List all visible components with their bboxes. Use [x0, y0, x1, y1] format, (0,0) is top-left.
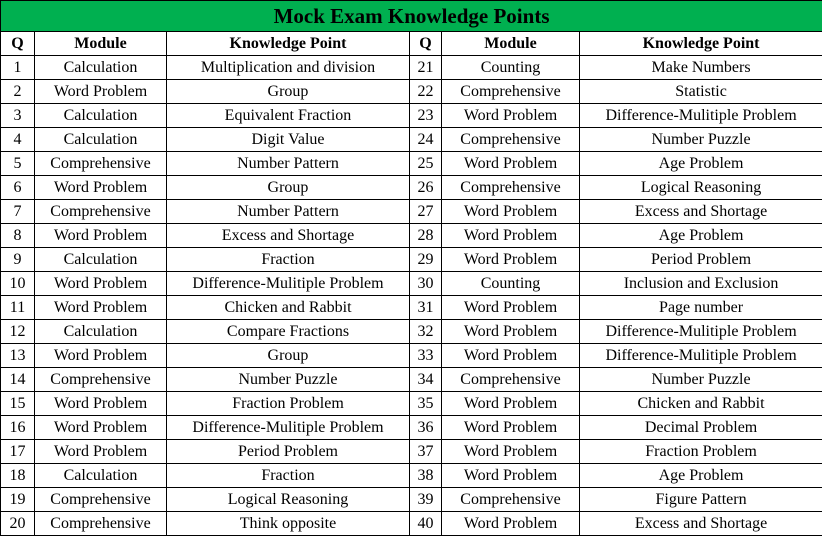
cell-q[interactable]: 13 [1, 344, 35, 368]
header-row [1, 32, 822, 56]
cell-knowledge-point[interactable]: Logical Reasoning [167, 488, 410, 512]
cell-module[interactable]: Word Problem [35, 416, 167, 440]
cell-knowledge-point[interactable]: Fraction Problem [580, 440, 822, 464]
table-row [1, 248, 822, 272]
cell-q[interactable]: 7 [1, 200, 35, 224]
table-row [1, 176, 822, 200]
table-title[interactable]: Mock Exam Knowledge Points [1, 1, 822, 32]
cell-knowledge-point[interactable]: Age Problem [580, 224, 822, 248]
cell-q[interactable]: 29 [410, 248, 442, 272]
table-row [1, 488, 822, 512]
table-row [1, 56, 822, 80]
cell-module[interactable]: Word Problem [35, 440, 167, 464]
cell-module[interactable]: Word Problem [442, 512, 580, 536]
cell-knowledge-point[interactable]: Excess and Shortage [580, 512, 822, 536]
cell-q[interactable]: 38 [410, 464, 442, 488]
cell-q[interactable]: 8 [1, 224, 35, 248]
cell-knowledge-point[interactable]: Number Pattern [167, 200, 410, 224]
cell-knowledge-point[interactable]: Difference-Mulitiple Problem [167, 272, 410, 296]
cell-module[interactable]: Comprehensive [35, 368, 167, 392]
cell-module[interactable]: Counting [442, 272, 580, 296]
cell-q[interactable]: 22 [410, 80, 442, 104]
cell-knowledge-point[interactable]: Age Problem [580, 152, 822, 176]
cell-knowledge-point[interactable]: Decimal Problem [580, 416, 822, 440]
cell-knowledge-point[interactable]: Number Puzzle [167, 368, 410, 392]
cell-q[interactable]: 21 [410, 56, 442, 80]
cell-knowledge-point[interactable]: Difference-Mulitiple Problem [580, 320, 822, 344]
cell-knowledge-point[interactable]: Figure Pattern [580, 488, 822, 512]
cell-q[interactable]: 30 [410, 272, 442, 296]
cell-q[interactable]: 9 [1, 248, 35, 272]
cell-knowledge-point[interactable]: Difference-Mulitiple Problem [580, 344, 822, 368]
cell-module[interactable]: Comprehensive [35, 488, 167, 512]
cell-knowledge-point[interactable]: Period Problem [167, 440, 410, 464]
cell-module[interactable]: Comprehensive [35, 200, 167, 224]
cell-module[interactable]: Word Problem [442, 152, 580, 176]
cell-module[interactable]: Comprehensive [442, 488, 580, 512]
cell-module[interactable]: Calculation [35, 128, 167, 152]
cell-module[interactable]: Comprehensive [442, 128, 580, 152]
cell-module[interactable]: Comprehensive [442, 80, 580, 104]
cell-module[interactable]: Word Problem [442, 104, 580, 128]
cell-q[interactable]: 10 [1, 272, 35, 296]
cell-q[interactable]: 24 [410, 128, 442, 152]
table-row [1, 512, 822, 536]
cell-q[interactable]: 20 [1, 512, 35, 536]
cell-knowledge-point[interactable]: Chicken and Rabbit [167, 296, 410, 320]
cell-q[interactable]: 34 [410, 368, 442, 392]
table-row [1, 440, 822, 464]
cell-module[interactable]: Word Problem [35, 176, 167, 200]
table-row [1, 128, 822, 152]
header-module-left[interactable]: Module [35, 32, 167, 56]
table-row [1, 224, 822, 248]
header-point-right[interactable]: Knowledge Point [580, 32, 822, 56]
cell-module[interactable]: Word Problem [442, 224, 580, 248]
cell-knowledge-point[interactable]: Multiplication and division [167, 56, 410, 80]
cell-module[interactable]: Word Problem [35, 272, 167, 296]
cell-knowledge-point[interactable]: Page number [580, 296, 822, 320]
cell-knowledge-point[interactable]: Period Problem [580, 248, 822, 272]
title-row [1, 1, 822, 32]
cell-module[interactable]: Word Problem [35, 80, 167, 104]
cell-q[interactable]: 25 [410, 152, 442, 176]
cell-knowledge-point[interactable]: Age Problem [580, 464, 822, 488]
cell-q[interactable]: 37 [410, 440, 442, 464]
header-point-left[interactable]: Knowledge Point [167, 32, 410, 56]
cell-q[interactable]: 23 [410, 104, 442, 128]
cell-module[interactable]: Word Problem [442, 344, 580, 368]
cell-q[interactable]: 40 [410, 512, 442, 536]
cell-module[interactable]: Comprehensive [35, 512, 167, 536]
cell-knowledge-point[interactable]: Think opposite [167, 512, 410, 536]
cell-module[interactable]: Word Problem [35, 296, 167, 320]
cell-q[interactable]: 31 [410, 296, 442, 320]
cell-q[interactable]: 35 [410, 392, 442, 416]
cell-q[interactable]: 18 [1, 464, 35, 488]
cell-q[interactable]: 26 [410, 176, 442, 200]
table-row [1, 296, 822, 320]
table-row [1, 272, 822, 296]
cell-knowledge-point[interactable]: Group [167, 80, 410, 104]
cell-q[interactable]: 27 [410, 200, 442, 224]
table-row [1, 464, 822, 488]
cell-q[interactable]: 14 [1, 368, 35, 392]
cell-module[interactable]: Word Problem [35, 344, 167, 368]
cell-q[interactable]: 5 [1, 152, 35, 176]
table-row [1, 392, 822, 416]
table-row [1, 200, 822, 224]
cell-knowledge-point[interactable]: Number Puzzle [580, 368, 822, 392]
cell-q[interactable]: 12 [1, 320, 35, 344]
cell-knowledge-point[interactable]: Group [167, 176, 410, 200]
cell-knowledge-point[interactable]: Compare Fractions [167, 320, 410, 344]
cell-q[interactable]: 19 [1, 488, 35, 512]
cell-module[interactable]: Word Problem [442, 464, 580, 488]
cell-q[interactable]: 2 [1, 80, 35, 104]
cell-knowledge-point[interactable]: Difference-Mulitiple Problem [167, 416, 410, 440]
cell-knowledge-point[interactable]: Group [167, 344, 410, 368]
cell-q[interactable]: 1 [1, 56, 35, 80]
cell-module[interactable]: Counting [442, 56, 580, 80]
cell-module[interactable]: Word Problem [442, 416, 580, 440]
cell-module[interactable]: Word Problem [442, 296, 580, 320]
cell-q[interactable]: 33 [410, 344, 442, 368]
cell-q[interactable]: 16 [1, 416, 35, 440]
cell-module[interactable]: Word Problem [35, 224, 167, 248]
cell-module[interactable]: Calculation [35, 464, 167, 488]
cell-knowledge-point[interactable]: Fraction [167, 248, 410, 272]
cell-module[interactable]: Word Problem [442, 392, 580, 416]
cell-knowledge-point[interactable]: Excess and Shortage [580, 200, 822, 224]
cell-knowledge-point[interactable]: Equivalent Fraction [167, 104, 410, 128]
cell-q[interactable]: 17 [1, 440, 35, 464]
cell-q[interactable]: 3 [1, 104, 35, 128]
cell-module[interactable]: Word Problem [442, 440, 580, 464]
cell-knowledge-point[interactable]: Fraction Problem [167, 392, 410, 416]
cell-q[interactable]: 4 [1, 128, 35, 152]
cell-module[interactable]: Comprehensive [442, 368, 580, 392]
cell-knowledge-point[interactable]: Fraction [167, 464, 410, 488]
cell-knowledge-point[interactable]: Chicken and Rabbit [580, 392, 822, 416]
cell-module[interactable]: Comprehensive [442, 176, 580, 200]
table-row [1, 152, 822, 176]
cell-knowledge-point[interactable]: Statistic [580, 80, 822, 104]
cell-module[interactable]: Calculation [35, 248, 167, 272]
cell-module[interactable]: Word Problem [442, 248, 580, 272]
cell-q[interactable]: 15 [1, 392, 35, 416]
cell-knowledge-point[interactable]: Inclusion and Exclusion [580, 272, 822, 296]
cell-module[interactable]: Calculation [35, 320, 167, 344]
cell-knowledge-point[interactable]: Logical Reasoning [580, 176, 822, 200]
cell-knowledge-point[interactable]: Make Numbers [580, 56, 822, 80]
cell-knowledge-point[interactable]: Difference-Mulitiple Problem [580, 104, 822, 128]
header-q-right[interactable]: Q [410, 32, 442, 56]
table-row [1, 104, 822, 128]
cell-module[interactable]: Calculation [35, 104, 167, 128]
cell-knowledge-point[interactable]: Number Pattern [167, 152, 410, 176]
cell-module[interactable]: Calculation [35, 56, 167, 80]
cell-module[interactable]: Word Problem [35, 392, 167, 416]
table-row [1, 344, 822, 368]
table-row [1, 80, 822, 104]
cell-module[interactable]: Word Problem [442, 320, 580, 344]
cell-q[interactable]: 6 [1, 176, 35, 200]
cell-knowledge-point[interactable]: Digit Value [167, 128, 410, 152]
table-row [1, 416, 822, 440]
cell-q[interactable]: 11 [1, 296, 35, 320]
header-q-left[interactable]: Q [1, 32, 35, 56]
table-row [1, 320, 822, 344]
cell-q[interactable]: 32 [410, 320, 442, 344]
cell-q[interactable]: 36 [410, 416, 442, 440]
table-row [1, 368, 822, 392]
cell-q[interactable]: 39 [410, 488, 442, 512]
cell-module[interactable]: Word Problem [442, 200, 580, 224]
cell-module[interactable]: Comprehensive [35, 152, 167, 176]
cell-knowledge-point[interactable]: Excess and Shortage [167, 224, 410, 248]
cell-knowledge-point[interactable]: Number Puzzle [580, 128, 822, 152]
header-module-right[interactable]: Module [442, 32, 580, 56]
cell-q[interactable]: 28 [410, 224, 442, 248]
